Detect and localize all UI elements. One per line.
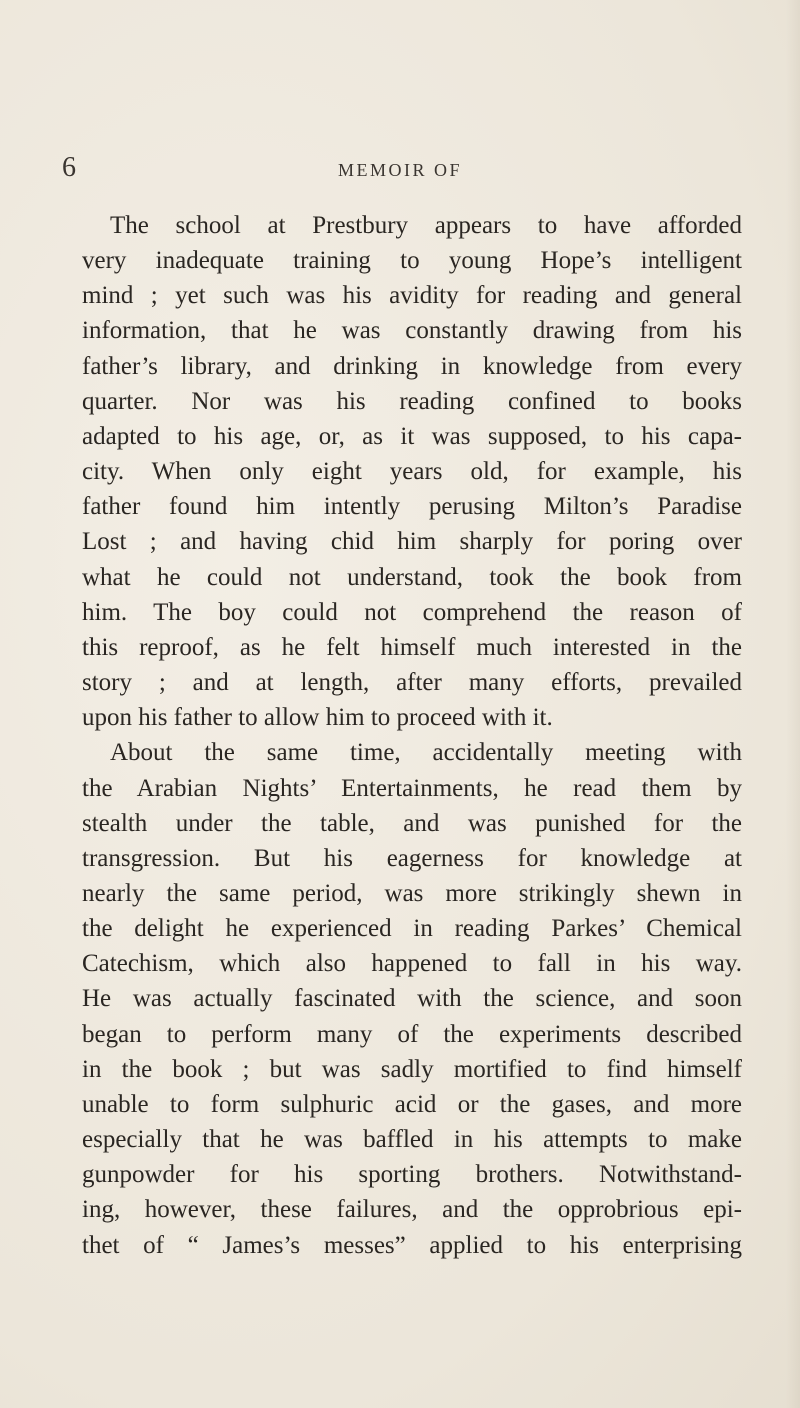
text-line: began to perform many of the experiments described [82, 1020, 742, 1048]
page-number: 6 [62, 152, 76, 183]
text-line: story ; and at length, after many efforts, prevailed [82, 669, 742, 697]
text-line: information, that he was constantly drawing from his [82, 317, 742, 345]
text-line: the delight he experienced in reading Parkes’ Chemical [82, 915, 742, 943]
text-line: father’s library, and drinking in knowledge from every [82, 352, 742, 380]
text-line: in the book ; but was sadly mortified to find himself [82, 1055, 742, 1083]
text-line: the Arabian Nights’ Entertainments, he read them by [82, 774, 742, 802]
text-line: stealth under the table, and was punished for the [82, 809, 742, 837]
text-line: what he could not understand, took the book from [82, 563, 742, 591]
text-line: upon his father to allow him to proceed with it. [82, 704, 553, 732]
text-line: Catechism, which also happened to fall in his way. [82, 950, 742, 978]
text-line: thet of “ James’s messes” applied to his enterprising [82, 1231, 742, 1259]
text-line: transgression. But his eagerness for knowledge at [82, 844, 742, 872]
text-line: especially that he was baffled in his attempts to make [82, 1126, 742, 1154]
text-line: adapted to his age, or, as it was supposed, to his capa- [82, 422, 742, 450]
body-text [82, 208, 742, 1263]
text-line: him. The boy could not comprehend the reason of [82, 598, 742, 626]
text-line: mind ; yet such was his avidity for reading and general [82, 282, 742, 310]
text-line: The school at Prestbury appears to have afforded [110, 212, 742, 239]
running-head: MEMOIR OF [337, 160, 462, 180]
text-line: father found him intently perusing Milton’s Paradise [82, 493, 742, 521]
text-line: very inadequate training to young Hope’s intelligent [82, 247, 742, 275]
text-line: nearly the same period, was more strikingly shewn in [82, 879, 742, 907]
text-line: this reproof, as he felt himself much interested in the [82, 633, 742, 661]
text-line: quarter. Nor was his reading confined to books [82, 387, 742, 415]
text-line: He was actually fascinated with the science, and soon [82, 985, 742, 1013]
page-edge-shadow [786, 0, 800, 1408]
text-line: gunpowder for his sporting brothers. Notwithstand- [82, 1161, 742, 1189]
text-line: ing, however, these failures, and the opprobrious epi- [82, 1196, 742, 1224]
text-line: unable to form sulphuric acid or the gases, and more [82, 1090, 742, 1118]
text-line: Lost ; and having chid him sharply for poring over [82, 528, 742, 556]
text-line: city. When only eight years old, for example, his [82, 458, 742, 486]
text-line: About the same time, accidentally meeting with [110, 739, 742, 767]
